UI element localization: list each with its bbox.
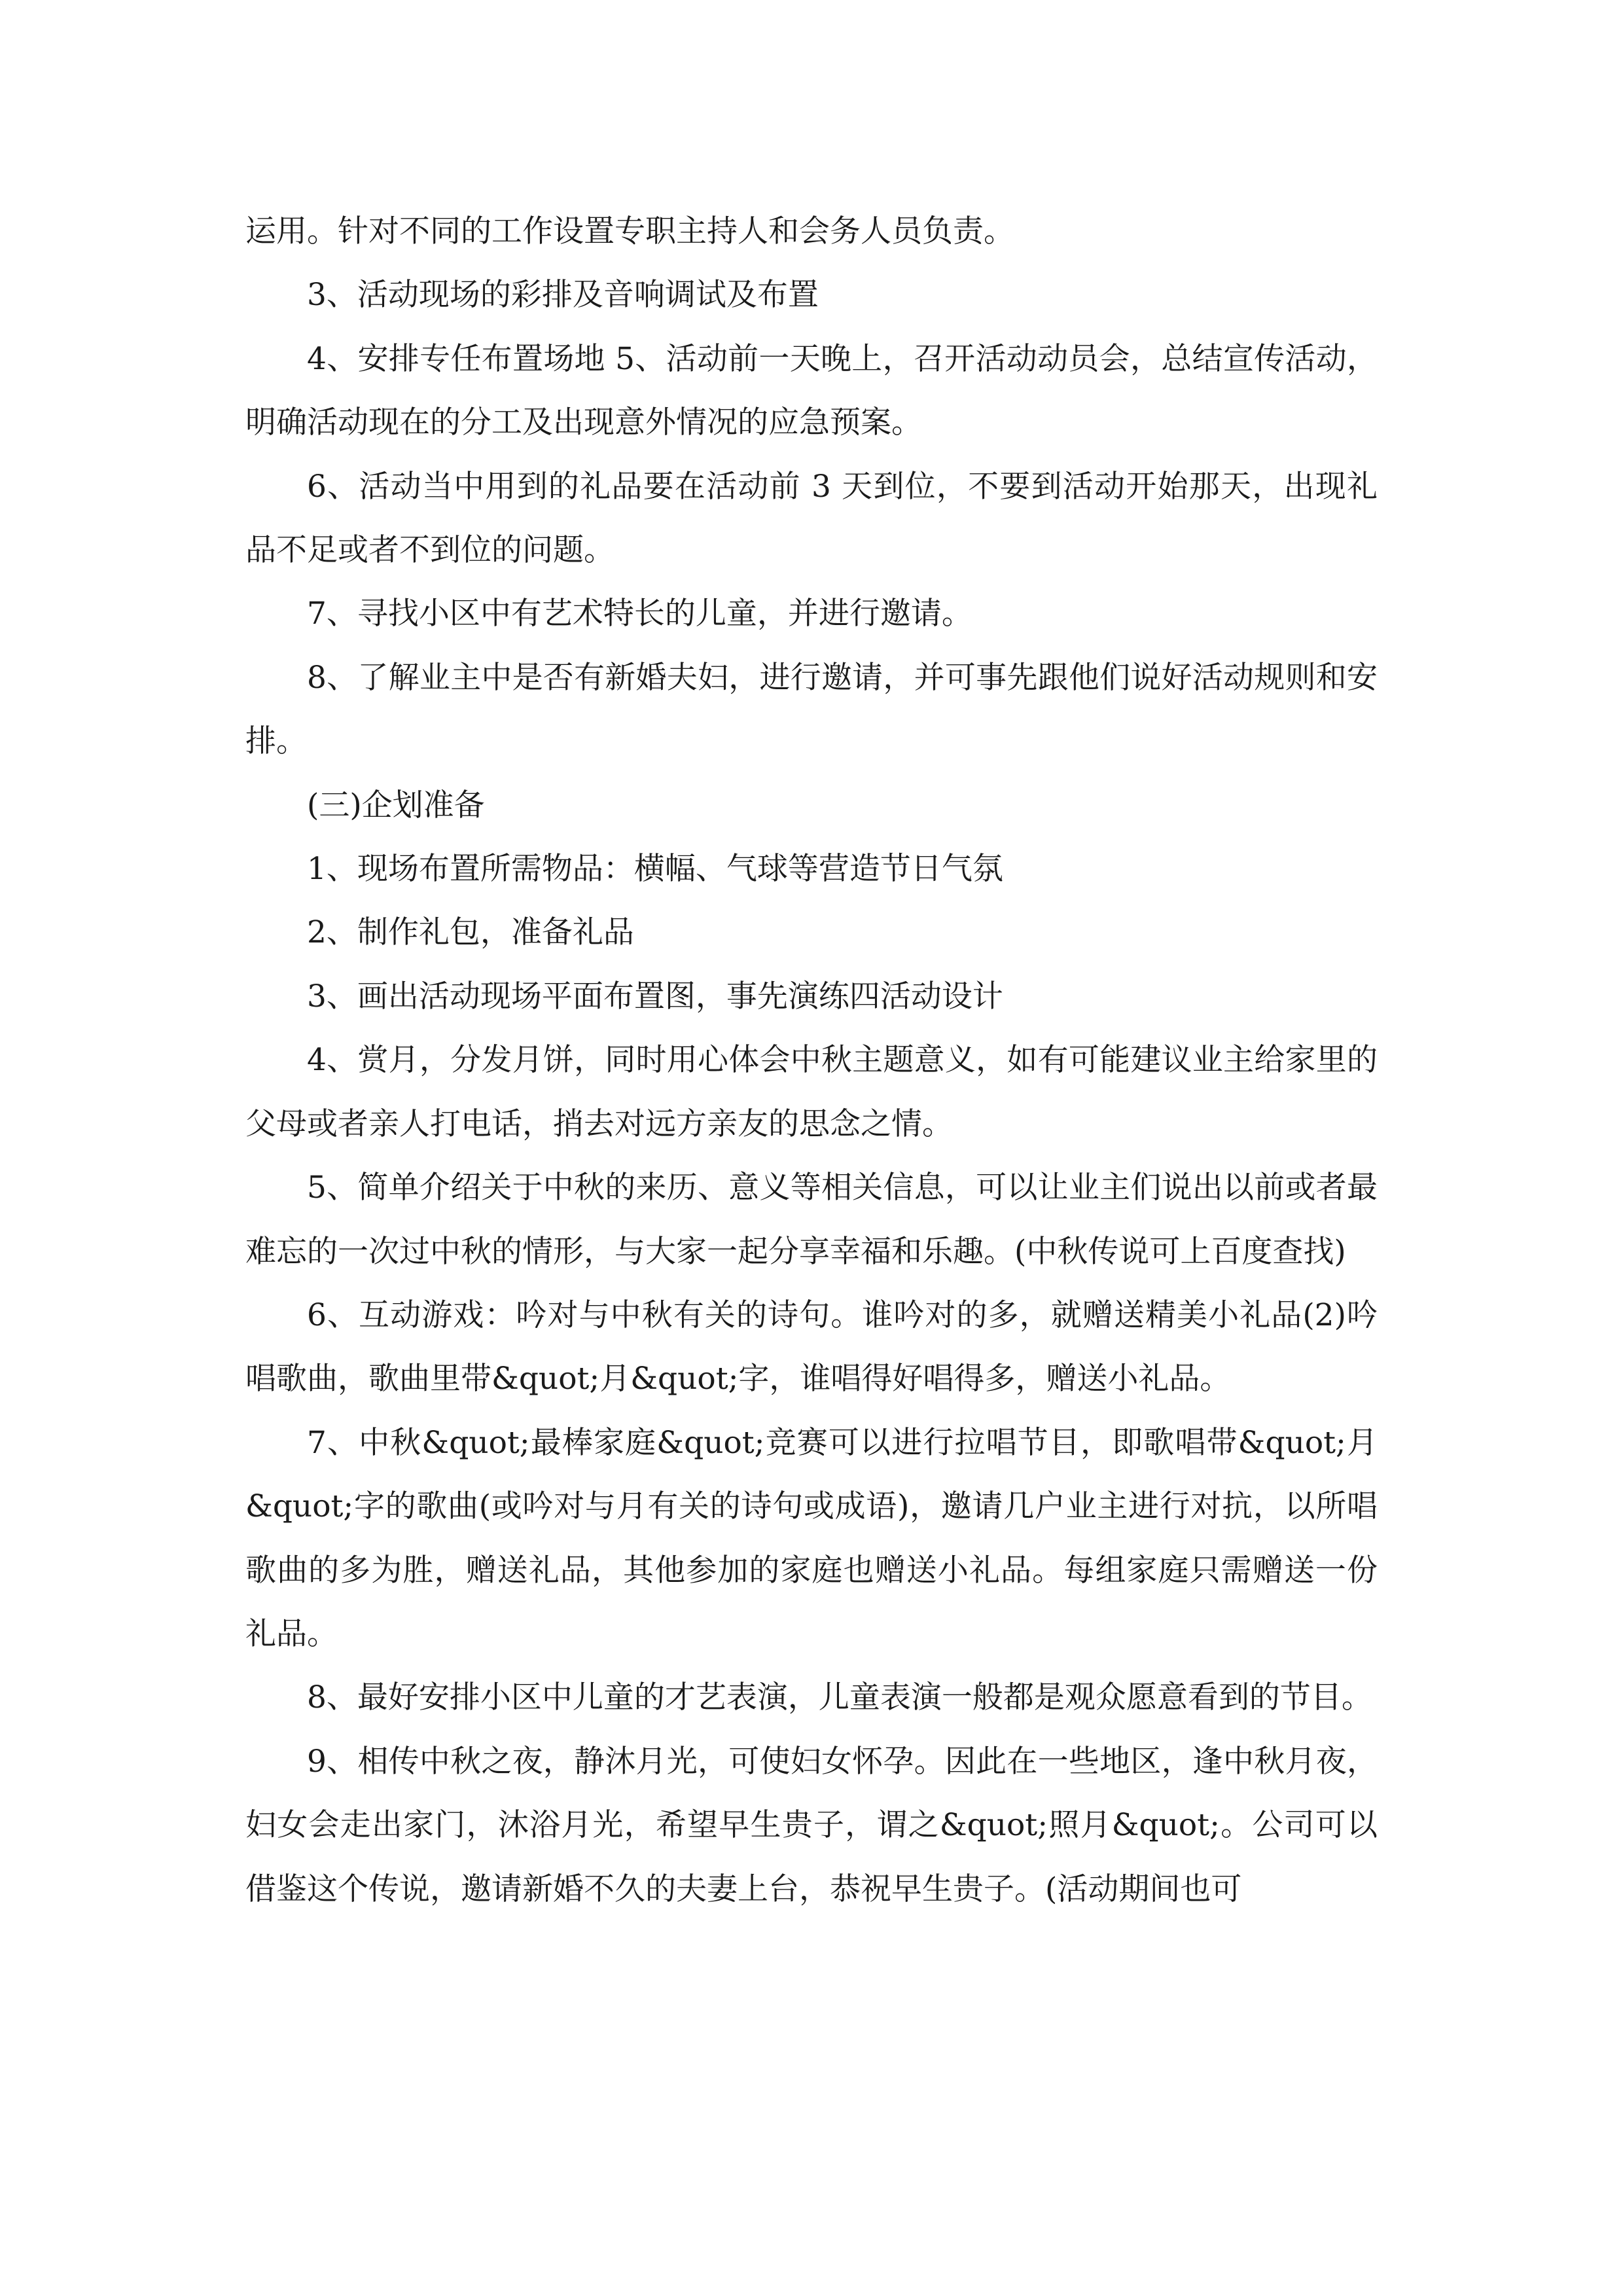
paragraph-prep-4: 4、赏月，分发月饼，同时用心体会中秋主题意义，如有可能建议业主给家里的父母或者亲人打电话，捎去对远方亲友的思念之情。 [245, 1042, 1378, 1142]
paragraph-prep-9: 9、相传中秋之夜，静沐月光，可使妇女怀孕。因此在一些地区，逢中秋月夜，妇女会走出家门，沐浴月光，希望早生贵子，谓之&quot;照月&quot;。公司可以借鉴这个传说，邀请新婚不久的夫妻上台，恭祝早生贵子。(活动期间也可 [245, 1743, 1378, 1907]
document-body [245, 200, 1378, 1921]
paragraph-prep-1: 1、现场布置所需物品：横幅、气球等营造节日气氛 [307, 851, 1003, 888]
paragraph-prep-2: 2、制作礼包，准备礼品 [307, 914, 634, 951]
paragraph-prep-8: 8、最好安排小区中儿童的才艺表演，儿童表演一般都是观众愿意看到的节目。 [307, 1679, 1372, 1716]
paragraph-prep-5: 5、简单介绍关于中秋的来历、意义等相关信息，可以让业主们说出以前或者最难忘的一次过中秋的情形，与大家一起分享幸福和乐趣。(中秋传说可上百度查找) [245, 1170, 1378, 1270]
paragraph-continuation: 运用。针对不同的工作设置专职主持人和会务人员负责。 [245, 213, 1014, 249]
section-heading: (三)企划准备 [307, 787, 485, 823]
paragraph-item-3: 3、活动现场的彩排及音响调试及布置 [307, 277, 819, 314]
paragraph-item-7: 7、寻找小区中有艺术特长的儿童，并进行邀请。 [307, 596, 972, 632]
paragraph-prep-7: 7、中秋&quot;最棒家庭&quot;竞赛可以进行拉唱节目，即歌唱带&quot;月&quot;字的歌曲(或吟对与月有关的诗句或成语)，邀请几户业主进行对抗，以所唱歌曲的多为胜，赠送礼品，其他参加的家庭也赠送小礼品。每组家庭只需赠送一份礼品。 [245, 1424, 1378, 1652]
paragraph-item-8: 8、了解业主中是否有新婚夫妇，进行邀请，并可事先跟他们说好活动规则和安排。 [245, 659, 1378, 760]
paragraph-item-6: 6、活动当中用到的礼品要在活动前 3 天到位，不要到活动开始那天，出现礼品不足或者不到位的问题。 [245, 468, 1378, 569]
paragraph-prep-3: 3、画出活动现场平面布置图，事先演练四活动设计 [307, 978, 1003, 1014]
paragraph-prep-6: 6、互动游戏：吟对与中秋有关的诗句。谁吟对的多，就赠送精美小礼品(2)吟唱歌曲，歌曲里带&quot;月&quot;字，谁唱得好唱得多，赠送小礼品。 [245, 1297, 1378, 1397]
paragraph-item-4: 4、安排专任布置场地 5、活动前一天晚上，召开活动动员会，总结宣传活动，明确活动现在的分工及出现意外情况的应急预案。 [245, 340, 1378, 441]
